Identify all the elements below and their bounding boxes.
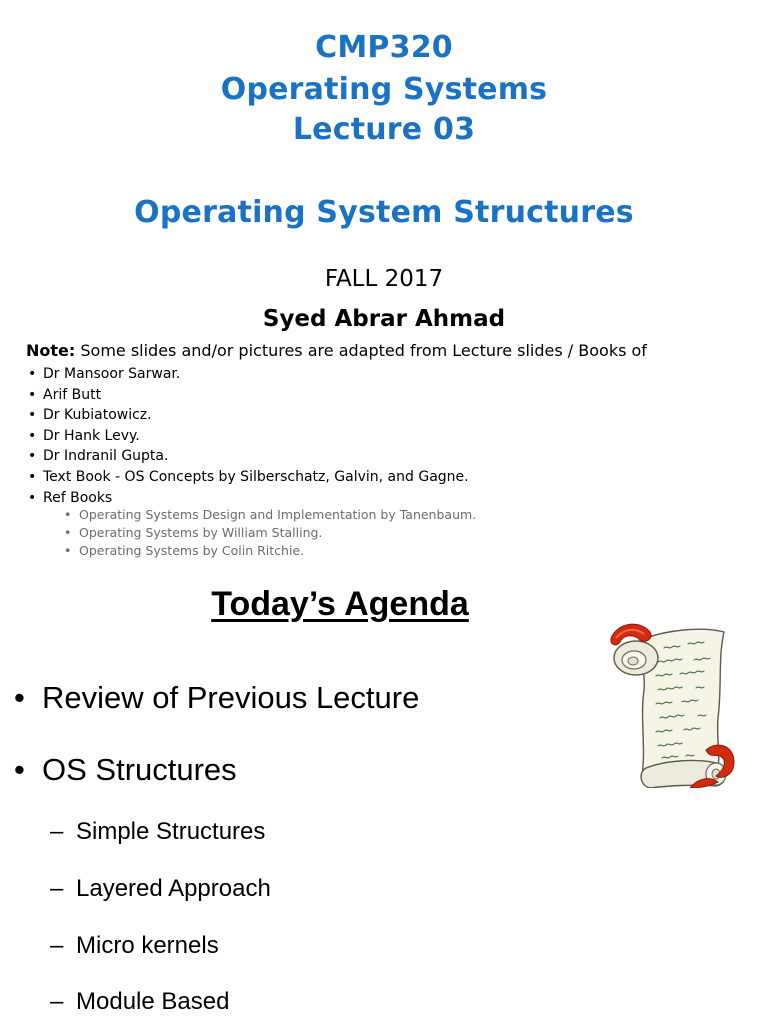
bullet-marker: • [14, 680, 25, 715]
agenda-sub-label: Module Based [76, 988, 230, 1015]
reference-list [28, 364, 469, 508]
term: FALL 2017 [324, 266, 444, 292]
agenda-item [14, 750, 237, 790]
agenda-heading: Today’s Agenda [211, 585, 469, 623]
acknowledgement-note [26, 340, 647, 362]
agenda-item-label: Review of Previous Lecture [42, 680, 420, 715]
agenda-slide [0, 570, 768, 1024]
reference-item: • Dr Hank Levy. [28, 426, 469, 447]
note-label: Note: [26, 341, 76, 360]
dash-marker: – [50, 818, 64, 845]
ref-book-item: • Operating Systems by Colin Ritchie. [64, 542, 476, 560]
reference-item: • Ref Books [28, 488, 469, 509]
agenda-sub-item [50, 815, 265, 849]
bullet-marker: • [14, 752, 25, 787]
dash-marker: – [50, 875, 64, 902]
course-name: Operating Systems [220, 72, 548, 107]
agenda-sub-label: Layered Approach [76, 875, 271, 902]
scroll-icon [606, 618, 738, 788]
lecture-topic: Operating System Structures [134, 195, 634, 230]
agenda-item [14, 678, 419, 718]
dash-marker: – [50, 932, 64, 959]
note-text: Some slides and/or pictures are adapted from Lecture slides / Books of [75, 341, 647, 360]
reference-item: • Dr Kubiatowicz. [28, 405, 469, 426]
reference-item: • Text Book - OS Concepts by Silberschatz, Galvin, and Gagne. [28, 467, 469, 488]
agenda-sub-label: Simple Structures [76, 818, 266, 845]
ref-books-list [64, 506, 476, 560]
agenda-sub-label: Micro kernels [76, 932, 219, 959]
agenda-sub-item [50, 929, 219, 963]
reference-item: • Arif Butt [28, 385, 469, 406]
reference-item: • Dr Indranil Gupta. [28, 446, 469, 467]
lecture-number: Lecture 03 [292, 112, 476, 147]
reference-item: • Dr Mansoor Sarwar. [28, 364, 469, 385]
agenda-sub-item [50, 872, 271, 906]
course-code: CMP320 [315, 30, 453, 65]
ref-book-item: • Operating Systems Design and Implementation by Tanenbaum. [64, 506, 476, 524]
ref-book-item: • Operating Systems by William Stalling. [64, 524, 476, 542]
agenda-item-label: OS Structures [42, 752, 237, 787]
instructor-name: Syed Abrar Ahmad [262, 306, 506, 332]
agenda-sub-item [50, 985, 229, 1019]
dash-marker: – [50, 988, 64, 1015]
